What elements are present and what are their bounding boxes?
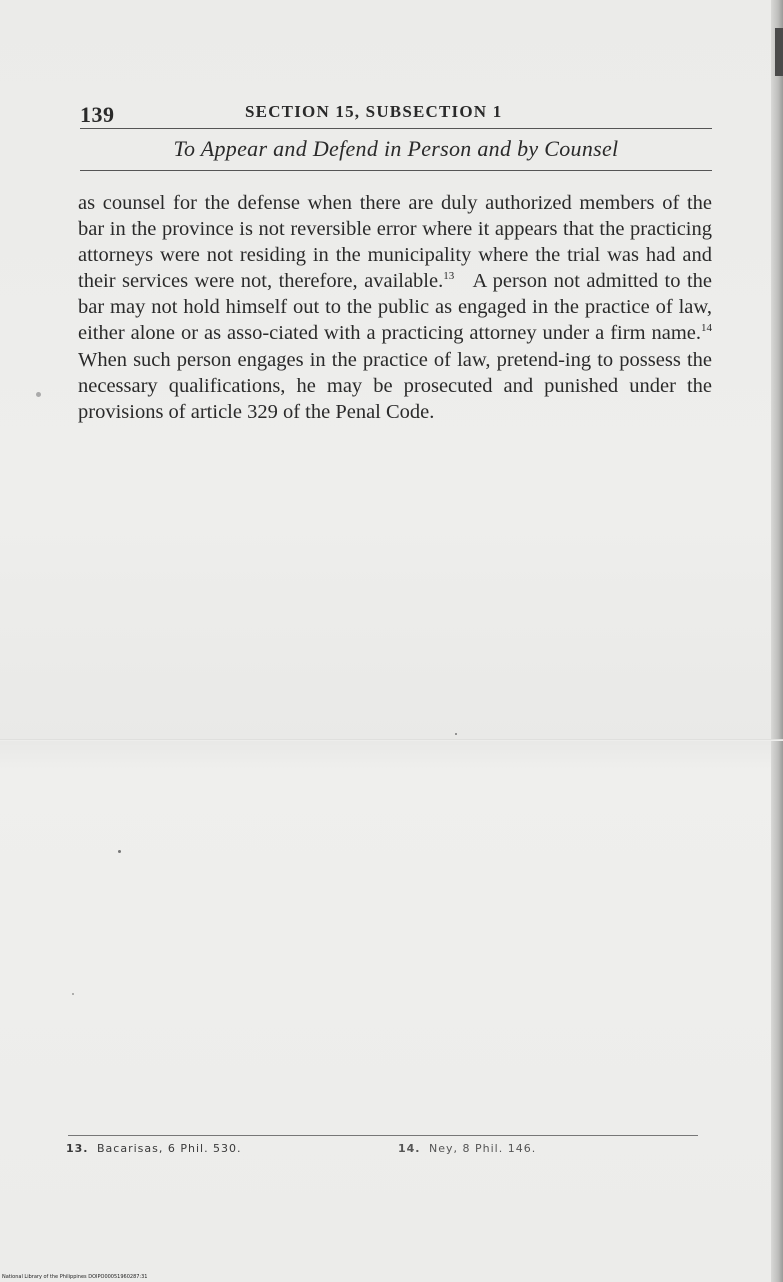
header-rule-top	[80, 128, 712, 129]
fold-line	[0, 739, 783, 741]
footnote-13-text: Bacarisas, 6 Phil. 530.	[97, 1142, 242, 1155]
footnote-13-number: 13.	[66, 1142, 89, 1155]
footnote-14	[398, 1142, 536, 1155]
scan-speck	[36, 392, 41, 397]
footnote-13	[66, 1142, 242, 1155]
footnote-rule	[68, 1135, 698, 1136]
paragraph-part-1: as counsel for the defense when there are duly authorized members of the bar in the province is not reversible error where it appears that the practicing attorneys were not residing in the municipality where the trial was had and their services were not, therefore, available.	[78, 192, 712, 293]
topic-heading: To Appear and Defend in Person and by Counsel	[173, 136, 619, 161]
footnote-ref-14: 14	[701, 322, 712, 335]
footnote-14-number: 14.	[398, 1142, 421, 1155]
scan-speck	[118, 850, 121, 853]
page-edge-shadow	[771, 0, 783, 1282]
edge-mark	[775, 28, 783, 76]
paragraph-part-3: When such person engages in the practice of law, pretend-ing to possess the necessary qualifications, he may be prosecuted and punished under the provisions of article 329 of the Penal Code.	[78, 348, 712, 423]
scan-speck	[72, 993, 74, 995]
footnote-ref-13: 13	[443, 270, 455, 283]
footnote-14-text: Ney, 8 Phil. 146.	[429, 1142, 537, 1155]
header-rule-bottom	[80, 170, 712, 171]
running-head	[80, 100, 712, 130]
scan-speck	[455, 733, 457, 735]
section-heading: SECTION 15, SUBSECTION 1	[245, 102, 503, 121]
page-number: 139	[80, 102, 115, 127]
body-paragraph	[78, 190, 712, 425]
paragraph-part-2: A person not admitted to the bar may not hold himself out to the public as engaged in the practice of law, either alone or as asso-ciated with a practicing attorney under a firm name.	[78, 270, 713, 345]
library-stamp: National Library of the Philippines DOIPO00051960287:31	[2, 1274, 148, 1280]
